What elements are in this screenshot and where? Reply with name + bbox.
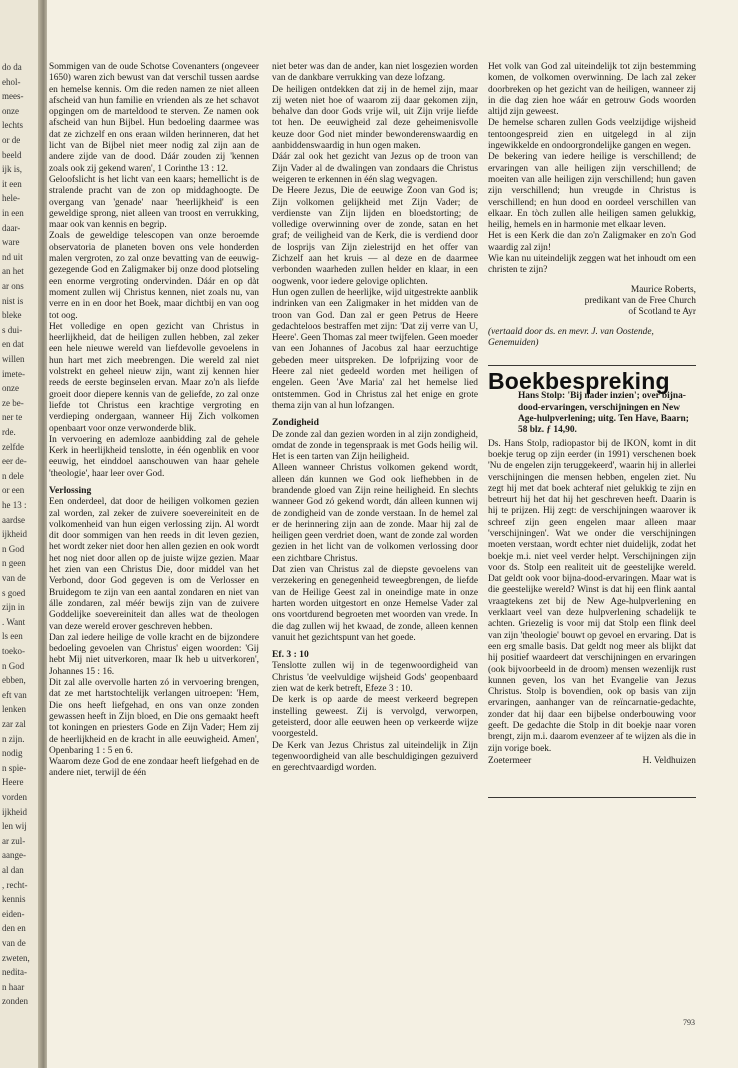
review-heading: Boekbespreking xyxy=(488,368,670,395)
paragraph: In vervoering en ademloze aanbidding zal de gehele Kerk in heerlijkheid tenslotte, in één ogenblik en voor eeuwig, het einddoel aanschouwen van haar gehele 'theologie', haar leer over God. xyxy=(49,434,259,479)
margin-text-fragment: eft van xyxy=(2,689,27,700)
paragraph: Het is een Kerk die dan zo'n Zaligmaker en zo'n God waardig zal zijn! xyxy=(488,231,696,253)
margin-text-fragment: vorden xyxy=(2,792,27,802)
translation-note: (vertaald door ds. en mevr. J. van Oostende, Genemuiden) xyxy=(488,326,654,348)
paragraph: Sommigen van de oude Schotse Covenanters (ongeveer 1650) waren zich bewust van dat verschil tussen aardse en hemelse kennis. Om die reden namen ze niet alleen afscheid van hun familie en vrienden als ze het schavot opgingen om de marteldood te sterven. Ze namen ook afscheid van hun Bijbel. Hun bedoeling daarmee was dat ze zichzelf en ons eraan wilden herinneren, dat het licht van de Bijbel niet meer nodig zal zijn aan de andere zijde van de dood. Dáár zouden zij 'kennen zoals ook zij gekend waren', 1 Corinthe 13 : 12. xyxy=(49,62,259,174)
review-place: Zoetermeer xyxy=(488,755,532,766)
margin-text-fragment: s dui- xyxy=(2,324,23,335)
article-column-3 xyxy=(488,62,696,1062)
article-column-2 xyxy=(272,62,478,1062)
margin-text-fragment: len wij xyxy=(2,821,27,832)
paragraph: Dan zal iedere heilige de volle kracht en de bijzondere bedoeling gevoelen van Christus' eigen woorden: 'Gij hebt Mij niet uitverkoren, maar Ik heb u uitverkoren', Johannes 15 : 16. xyxy=(49,632,259,677)
author-name: Maurice Roberts, xyxy=(630,284,696,295)
paragraph: Een onderdeel, dat door de heiligen volkomen gezien zal worden, zal zeker de zuivere soevereiniteit en de volkomenheid van hun eigen verlossing zijn. Al wordt dit door sommigen van hen reeds in dit leven gezien, het wordt zeker niet door hen allen gezien en ook wordt het nog niet door allen op de juiste wijze gezien. Maar het zien van een Christus Die, door middel van het Verbond, door God gegeven is om de Verlosser en Bruidegom te zijn van een aantal zondaren en niet van álle zondaren, zal méér bewijs zijn van de zuivere Goddelijke soevereiniteit dan alles wat de theologen van deze wereld erover geschreven hebben. xyxy=(49,497,259,632)
margin-text-fragment: it een xyxy=(2,178,22,189)
margin-text-fragment: or de xyxy=(2,135,21,145)
margin-text-fragment: onze xyxy=(2,105,19,116)
paragraph: Dáár zal ook het gezicht van Jezus op de troon van Zijn Vader al de dwalingen van zondaars die Christus weigeren te erkennen in één slag wegvagen. xyxy=(272,152,478,185)
review-signature xyxy=(488,756,696,767)
margin-text-fragment: n dele xyxy=(2,470,24,481)
margin-text-fragment: zweten, xyxy=(2,952,30,963)
margin-text-fragment: aardse xyxy=(2,514,25,525)
margin-text-fragment: van de xyxy=(2,573,26,583)
paragraph: De heiligen ontdekken dat zij in de hemel zijn, maar zij weten niet hoe of waarom zij daar gekomen zijn, behalve dan door Gods vrije wil, uit Zijn vrije liefde tot hen. De eeuwigheid zal deze geheimenisvolle keuze door God niet minder bewonderenswaardig en aanbiddenswaardig in hun ogen maken. xyxy=(272,84,478,152)
paragraph: Dit zal alle overvolle harten zó in vervoering brengen, dat ze met hartstochtelijk verlangen uitroepen: 'Hem, Die ons heeft liefgehad, en ons van onze zonden gewassen heeft in Zijn bloed, en Die ons gemaakt heeft tot koningen en priesters Gode en Zijn Vader; Hem zij de heerlijkheid en de kracht in alle eeuwigheid. Amen', Openbaring 1 : 5 en 6. xyxy=(49,678,259,756)
margin-text-fragment: nodig xyxy=(2,748,23,759)
paragraph: De hemelse scharen zullen Gods veelzijdige wijsheid tentoongespreid zien en uitgelegd in al zijn ingewikkelde en ondoorgrondelijke gangen en wegen. xyxy=(488,118,696,152)
margin-text-fragment: mees- xyxy=(2,91,24,102)
paragraph: Geloofslicht is het licht van een kaars; hemellicht is de stralende pracht van de zon op middaghoogte. De overgang van 'genade' naar 'heerlijkheid' is een geweldige sprong, niet alleen van troost en verrukking, maar ook van kennis en begrip. xyxy=(49,174,259,231)
margin-text-fragment: bleke xyxy=(2,310,22,321)
margin-text-fragment: n God xyxy=(2,543,25,554)
margin-text-fragment: ijkheid xyxy=(2,529,27,540)
section-divider xyxy=(488,365,696,366)
margin-text-fragment: n God xyxy=(2,660,25,671)
margin-text-fragment: ze be- xyxy=(2,397,24,408)
margin-text-fragment: he 13 : xyxy=(2,500,27,510)
page-number: 793 xyxy=(683,1018,695,1027)
margin-text-fragment: rde. xyxy=(2,427,16,437)
margin-text-fragment: toeko- xyxy=(2,646,25,656)
paragraph: Alleen wanneer Christus volkomen gekend wordt, alleen dán kunnen we God ook liefhebben in de brandende gloed van Zijn reine heiligheid. En slechts wanneer God zó gekend wordt, dán alleen kunnen wij de zondigheid van de zonde verstaan. In de hemel zal er de herinnering zijn aan de zonde. Maar hij zal de heiligen geen verdriet doen, want de zonde zal worden gezien in het licht van de volkomen verlossing door een zichtbare Christus. xyxy=(272,463,478,564)
author-place: of Scotland te Ayr xyxy=(628,307,696,318)
margin-text-fragment: zar zal xyxy=(2,719,26,729)
review-book-reference: Hans Stolp: 'Bij nader inzien'; over bijna-dood-ervaringen, verschijningen en New Age-hulpverlening; uitg. Ten Have, Baarn; 58 blz. ƒ 14,90. xyxy=(518,391,689,436)
section-heading: Zondigheid xyxy=(272,417,319,429)
bottom-divider xyxy=(488,797,696,798)
section-heading: Verlossing xyxy=(49,484,92,496)
margin-text-fragment: in een xyxy=(2,208,24,218)
article-column-3-body xyxy=(488,62,696,277)
margin-text-fragment: ijk is, xyxy=(2,164,23,175)
author-role: predikant van de Free Church xyxy=(584,295,696,306)
margin-text-fragment: nedita- xyxy=(2,967,27,978)
margin-text-fragment: ebben, xyxy=(2,675,26,686)
paragraph: Waarom deze God de ene zondaar heeft liefgehad en de andere niet, terwijl de één xyxy=(49,757,259,779)
margin-text-fragment: s goed xyxy=(2,587,26,598)
margin-text-fragment: or een xyxy=(2,485,25,496)
margin-text-fragment: ijkheid xyxy=(2,806,27,817)
margin-text-fragment: n geen xyxy=(2,558,26,569)
paragraph: De kerk is op aarde de meest verkeerd begrepen instelling geweest. Zij is vervolgd, verworpen, geteisterd, door alle eeuwen heen op verkeerde wijze voorgesteld. xyxy=(272,695,478,740)
paragraph: De Kerk van Jezus Christus zal uiteindelijk in Zijn tegenwoordigheid van alle beschuldigingen gezuiverd en gerechtvaardigd worden. xyxy=(272,740,478,774)
margin-text-fragment: n haar xyxy=(2,981,25,992)
margin-text-fragment: eer de- xyxy=(2,456,27,467)
margin-text-fragment: lechts xyxy=(2,120,23,131)
review-body: Ds. Hans Stolp, radiopastor bij de IKON, komt in dit boekje terug op zijn eerder (in 1991) verschenen boek 'Nu de engelen zijn teruggekeerd', waarin hij in allerlei verschijningen die mensen hebben, engelen ziet. Nu zegt hij met dat boek achteraf niet gelukkig te zijn en betreurt hij het dat hij het geschreven heeft. Daarin is hij te prijzen. Hij zegt: de verschijningen waarover ik schreef zijn geen engelen maar alleen maar 'verschijningen'. Wat we onder die verschijningen moeten verstaan, wordt echter niet duidelijk, zodat het boekje m.i. niet veel verder helpt. Verschijningen zijn voor ds. Stolp een realiteit uit de geestelijke wereld. Dat geldt ook voor bijna-dood-ervaringen. Maar wat is die geestelijke wereld? Winst is dat hij een flink aantal vraagtekens zet bij de New Age-hulpverlening en verklaart veel van deze hulpverlening schadelijk te achten. Griezelig is voor mij dat Stolp een flink deel van zijn 'theologie' bouwt op gevoel en ervaring. Dat is een erg smalle basis. Dat geldt nog meer als blijkt dat hij positief waardeert dat verschijningen en ervaringen (ook bijvoorbeeld in de droom) mensen wezenlijk rust kunnen geven, los van het Evangelie van Jezus Christus. Stolp is bovendien, ook op basis van zijn ervaringen, aanhanger van de reïncarnatie-gedachte, zonder dat hij daar een bijbelse onderbouwing voor geeft. De gedachte die Stolp in dit boekje naar voren brengt, zijn m.i. daarom evenzeer af te wijzen als die in zijn vorige boek. xyxy=(488,438,696,754)
margin-text-fragment: ware xyxy=(2,237,20,248)
margin-text-fragment: daar- xyxy=(2,222,21,233)
margin-text-fragment: al dan xyxy=(2,865,24,875)
margin-text-fragment: nist is xyxy=(2,295,24,306)
margin-text-fragment: ar zul- xyxy=(2,835,26,846)
paragraph: Zoals de geweldige telescopen van onze beroemde observatoria de planeten boven ons vele honderden malen vergroten, zo zal onze bevatting van de eeuwig-gezegende God en Zaligmaker bij onze dood plotseling een enorme vergroting ondervinden. Dáár en op dàt moment zullen wij Christus kennen, niet zoals nu, van verre en in en door het Boek, maar dichtbij en van oog tot oog. xyxy=(49,231,259,321)
paragraph: Tenslotte zullen wij in de tegenwoordigheid van Christus 'de veelvuldige wijsheid Gods' geopenbaard zien wat de kerk betreft, Efeze 3 : 10. xyxy=(272,661,478,695)
margin-text-fragment: nd uit xyxy=(2,251,23,262)
article-column-1 xyxy=(49,62,259,1062)
margin-text-fragment: eiden- xyxy=(2,908,25,919)
margin-text-fragment: do da xyxy=(2,62,22,72)
margin-text-fragment: onze xyxy=(2,383,19,394)
section-heading: Ef. 3 : 10 xyxy=(272,649,309,661)
paragraph: De zonde zal dan gezien worden in al zijn zondigheid, omdat de zonde in tegenspraak is met Gods heilig wil. Het is een tarten van Zijn heiligheid. xyxy=(272,429,478,463)
margin-text-fragment: kennis xyxy=(2,894,26,905)
paragraph: De bekering van iedere heilige is verschillend; de ervaringen van alle heiligen zijn verschillend; de moeiten van alle heiligen zijn verschillend; hun gaven zijn verschillend; hun vreugde in Christus is verschillend; en hun dood en oordeel verschillen van elkaar. En tòch zullen alle heiligen samen gelukkig, heilig, hemels en in harmonie met elkaar leven. xyxy=(488,152,696,231)
margin-text-fragment: beeld xyxy=(2,149,22,160)
margin-text-fragment: n spie- xyxy=(2,762,27,773)
book-review xyxy=(488,368,696,767)
paragraph: Dat zien van Christus zal de diepste gevoelens van verzekering en genegenheid teweegbrengen, de liefde van de Heilige Geest zal in oneindige mate in onze harten worden uitgestort en onze Hemelse Vader zal ons voortdurend begroeten met woorden van vrede. In die dag zullen wij het kwaad, de zonde, alleen kennen vanuit het gezichtspunt van het goede. xyxy=(272,565,478,643)
paragraph: niet beter was dan de ander, kan niet losgezien worden van de dankbare verrukking van deze lofzang. xyxy=(272,62,478,84)
paragraph: Het volk van God zal uiteindelijk tot zijn bestemming komen, de volkomen overwinning. De lach zal zeker doorbreken op het gezicht van de heiligen, wanneer zij in die dag zien hoe wáár en getrouw Gods woorden altijd zijn geweest. xyxy=(488,62,696,118)
margin-text-fragment: hele- xyxy=(2,193,20,204)
paragraph: Hun ogen zullen de heerlijke, wijd uitgestrekte aanblik indrinken van een Zaligmaker in het midden van de troon van God. Dan zal er geen Petrus de Heere gedachteloos bestraffen met zijn: 'Dat zij verre van U, Heere'. Geen Thomas zal meer twijfelen. Geen moeder van een Johannes of Jacobus zal haar eerzuchtige gebeden meer uitspreken. De lofprijzing voor de Heere zal niet gedeeld worden met heiligen of engelen. Geen 'Ave Maria' zal het hemelse lied ontstemmen. God in Christus zal het enige en grote thema zijn van al hun lofzangen. xyxy=(272,287,478,411)
margin-text-fragment: n zijn. xyxy=(2,733,25,744)
margin-text-fragment: lenken xyxy=(2,704,26,715)
margin-text-fragment: ner te xyxy=(2,412,23,423)
margin-text-fragment: ar ons xyxy=(2,281,24,291)
margin-text-fragment: ehol- xyxy=(2,76,21,87)
margin-text-fragment: zijn in xyxy=(2,602,25,613)
article-signature xyxy=(488,285,696,319)
paragraph: Het volledige en open gezicht van Christus in heerlijkheid, dat de heiligen zullen hebben, zal zeker een hele nieuwe wereld van liefdevolle gevoelens in hun hart met zich meebrengen. Die wereld zal niet volstrekt en geheel nieuw zijn, want zij kennen hier reeds de eerste beginselen ervan. Maar zo'n als liefde groeit door diepere kennis van de geliefde, zo zal onze liefde tot Christus een krachtige vergroting en verdieping ondergaan, wanneer Hij Zich volkomen openbaart voor onze verwonderde blik. xyxy=(49,321,259,434)
margin-text-fragment: en dat xyxy=(2,339,24,350)
margin-text-fragment: an het xyxy=(2,266,24,277)
margin-text-fragment: den en xyxy=(2,923,26,934)
margin-text-fragment: imete- xyxy=(2,368,25,379)
margin-text-fragment: Heere xyxy=(2,777,24,788)
paragraph: Wie kan nu uiteindelijk zeggen wat het inhoudt om een christen te zijn? xyxy=(488,254,696,276)
margin-text-fragment: zelfde xyxy=(2,441,24,452)
margin-text-fragment: , recht- xyxy=(2,879,28,890)
margin-text-fragment: willen xyxy=(2,354,25,364)
margin-text-fragment: van de xyxy=(2,938,26,948)
reviewer-name: H. Veldhuizen xyxy=(642,755,696,766)
margin-text-fragment: ls een xyxy=(2,631,23,642)
paragraph: De Heere Jezus, Die de eeuwige Zoon van God is; Zijn volkomen gelijkheid met Zijn Vader; de verdienste van Zijn lijden en bloedstorting; de volledige overwinning over de zonde, satan en het graf; de veiligheid van de Kerk, die is verdiend door de losprijs van Zijn zielestrijd en het offer van Zichzelf aan het kruis — al deze en de daarmee verbonden waarheden zullen helder en klaar, in een oogwenk, voor iedere gelovige oplichten. xyxy=(272,186,478,287)
margin-text-fragment: aange- xyxy=(2,850,26,861)
margin-text-fragment: zonden xyxy=(2,996,28,1007)
margin-text-fragment: . Want xyxy=(2,616,26,627)
